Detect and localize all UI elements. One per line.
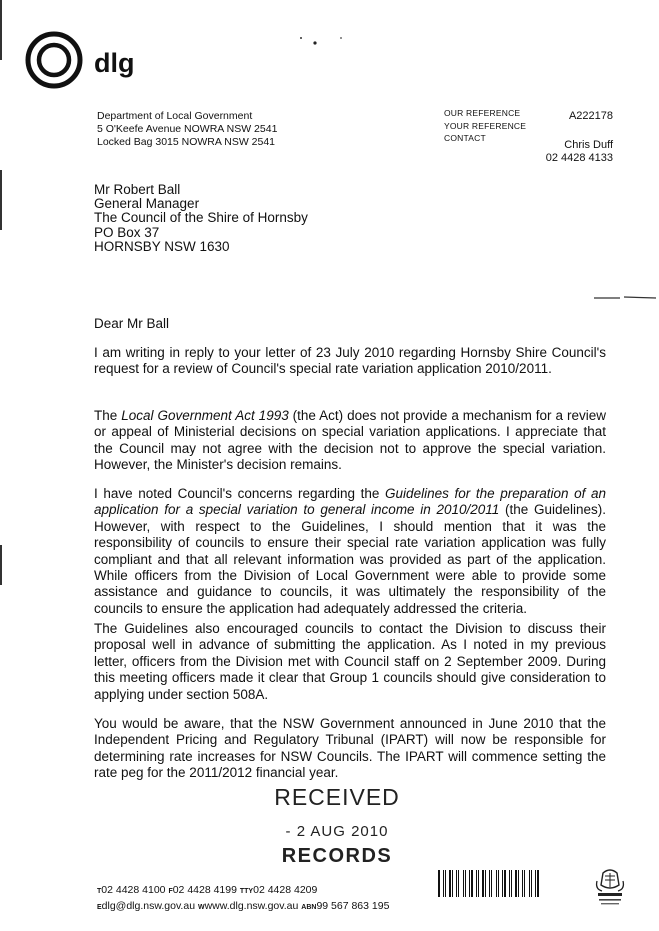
phone-label: T <box>97 888 102 895</box>
tty-value: 02 4428 4209 <box>253 884 318 896</box>
recipient-line: Mr Robert Ball <box>94 182 181 197</box>
paragraph-5: You would be aware, that the NSW Government announced in June 2010 that the Independent Pricing and Regulatory Tribunal (IPART) will now be responsible for determining rate increases for NSW Councils. The IPART will commence setting the rate peg for the 2011/2012 financial year. <box>94 716 606 781</box>
barcode-bar <box>478 870 479 897</box>
tty-label: TTY <box>239 888 254 895</box>
recipient-line: General Manager <box>94 196 200 212</box>
barcode-bar <box>452 870 453 897</box>
act-title: Local Government Act 1993 <box>121 408 289 423</box>
recipient-line: HORNSBY NSW 1630 <box>94 238 230 254</box>
barcode-bar <box>445 870 446 897</box>
recipient-line: The Council of the Shire of Hornsby <box>94 210 308 226</box>
footer-line-2 <box>97 899 389 915</box>
barcode-bar <box>456 870 457 897</box>
barcode-bar <box>438 870 440 897</box>
barcode-bar <box>482 870 484 897</box>
email-value: dlg@dlg.nsw.gov.au <box>101 900 196 912</box>
barcode-bar <box>511 870 512 897</box>
scan-edge-mark <box>0 170 2 230</box>
abn-label: ABN <box>301 904 317 911</box>
barcode-bar <box>537 870 539 897</box>
paragraph-3: I have noted Council's concerns regarding the Guidelines for the preparation of an application for a special variation to general income in 2010/2011 (the Guidelines). However, with respect to the Guidelines, I should mention that it was the responsibility of councils to ensure their special rate variation application was fully compliant and that all relevant information was provided as part of the application. While officers from the Division of Local Government were able to provide some assistance and guidance to councils, it was ultimately the responsibility of the councils to ensure the application had adequately addressed the criteria. <box>94 486 606 616</box>
stamp-records: RECORDS <box>281 845 393 867</box>
reference-values <box>493 110 613 170</box>
contact-phone: 02 4428 4133 <box>545 152 613 164</box>
paragraph-2: The Local Government Act 1993 (the Act) does not provide a mechanism for a review or appeal of Ministerial decisions on special variation applications. I appreciate that the Council may not agree with the decision not to approve the special variation. However, the Minister's decision remains. <box>94 408 606 473</box>
email-label: E <box>97 904 102 911</box>
barcode-bar <box>485 870 486 897</box>
our-reference-label: OUR REFERENCE <box>444 108 521 118</box>
barcode-bar <box>496 870 497 897</box>
dlg-logo <box>22 30 152 90</box>
stamp-received: RECEIVED <box>274 784 400 810</box>
footer-line-1 <box>97 883 389 899</box>
sender-line: 5 O'Keefe Avenue NOWRA NSW 2541 <box>97 123 278 135</box>
our-reference-value: A222178 <box>568 110 613 122</box>
guidelines-title: Guidelines for the preparation of an application for a special variation to general income in 2010/2011 <box>94 486 606 518</box>
scan-edge-mark <box>0 0 2 60</box>
barcode-bar <box>489 870 490 897</box>
barcode-bar <box>518 870 519 897</box>
barcode-bar <box>531 870 532 897</box>
abn-value: 99 567 863 195 <box>316 900 390 912</box>
barcode-bar <box>502 870 503 897</box>
web-value: www.dlg.nsw.gov.au <box>204 900 299 912</box>
barcode-bar <box>471 870 473 897</box>
barcode-bar <box>449 870 451 897</box>
barcode-bar <box>509 870 510 897</box>
salutation: Dear Mr Ball <box>94 316 170 331</box>
paragraph-4: The Guidelines also encouraged councils to contact the Division to discuss their proposal well in advance of submitting the application. As I noted in my previous letter, officers from the Division met with Council staff on 2 September 2009. During this meeting officers made it clear that Group 1 councils should give consideration to applying under section 508A. <box>94 621 606 702</box>
your-reference-label: YOUR REFERENCE <box>444 120 527 131</box>
barcode-bar <box>529 870 530 897</box>
barcode-bar <box>465 870 466 897</box>
scan-speck <box>295 34 355 48</box>
recipient-address <box>94 183 308 254</box>
scan-edge-mark <box>0 545 2 585</box>
barcode-bar <box>476 870 477 897</box>
barcode-bar <box>522 870 523 897</box>
sender-line: Department of Local Government <box>97 110 253 122</box>
web-label: W <box>197 904 205 911</box>
barcode-bar <box>463 870 464 897</box>
recipient-line: PO Box 37 <box>94 224 160 240</box>
fax-label: F <box>168 888 173 895</box>
barcode-bar <box>504 870 506 897</box>
barcode-bar <box>524 870 525 897</box>
barcode-bar <box>515 870 517 897</box>
contact-name: Chris Duff <box>564 139 613 151</box>
sender-address <box>97 110 277 149</box>
barcode-icon <box>437 870 541 897</box>
barcode-bar <box>491 870 492 897</box>
stamp-date: - 2 AUG 2010 <box>285 823 389 840</box>
footer-contacts <box>97 883 389 915</box>
nsw-crest-icon <box>594 867 626 907</box>
barcode-bar <box>498 870 499 897</box>
fax-value: 02 4428 4199 <box>172 884 237 896</box>
sender-line: Locked Bag 3015 NOWRA NSW 2541 <box>97 136 276 148</box>
barcode-bar <box>443 870 444 897</box>
barcode-bar <box>458 870 459 897</box>
barcode-bar <box>535 870 536 897</box>
phone-value: 02 4428 4100 <box>101 884 166 896</box>
scan-mark <box>590 292 659 302</box>
paragraph-1: I am writing in reply to your letter of 23 July 2010 regarding Hornsby Shire Council's request for a review of Council's special rate variation application 2010/2011. <box>94 345 606 377</box>
logo-text: dlg <box>94 48 135 78</box>
barcode-bar <box>469 870 470 897</box>
contact-label: CONTACT <box>444 133 486 143</box>
